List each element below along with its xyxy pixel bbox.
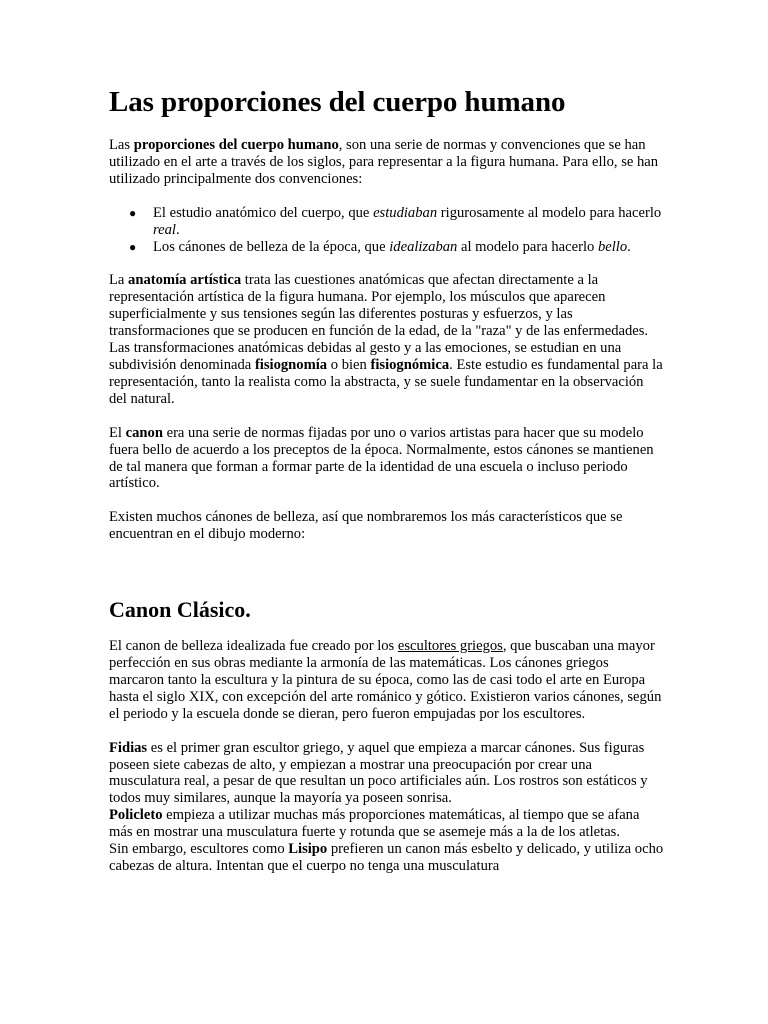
policleto-paragraph	[109, 807, 664, 841]
list-item	[129, 238, 664, 256]
clasico-paragraph	[109, 638, 664, 723]
list-item-italic: estudiaban	[373, 204, 438, 221]
anatomia-paragraph	[109, 272, 664, 407]
list-item-italic: idealizaban	[389, 238, 458, 255]
list-item-text: Los cánones de belleza de la época, que	[153, 238, 390, 255]
fidias-paragraph	[109, 740, 664, 808]
escultores-griegos-link[interactable]: escultores griegos	[397, 638, 503, 655]
intro-paragraph	[109, 137, 664, 188]
paragraph-text: Sin embargo, escultores como	[109, 841, 289, 858]
bold-term: anatomía artística	[128, 272, 242, 289]
list-item-italic: bello	[597, 238, 628, 255]
bold-term: Lisipo	[288, 841, 328, 858]
conventions-list	[109, 205, 664, 256]
paragraph-text: era una serie de normas fijadas por uno o varios artistas para hacer que su modelo fuera bello de acuerdo a los preceptos de la época. Normalmente, estos cánones se mantienen de tal manera que forman a formar parte de la identidad de una escuela o incluso periodo artístico.	[109, 424, 654, 492]
bullet-icon: ●	[129, 205, 137, 220]
paragraph-text: El	[109, 424, 126, 441]
document-page	[109, 84, 664, 875]
list-item-text: El estudio anatómico del cuerpo, que	[153, 204, 374, 221]
list-item-text: rigurosamente al modelo para hacerlo	[437, 204, 662, 221]
bullet-icon: ●	[129, 239, 137, 254]
list-item-text: .	[175, 221, 180, 238]
existen-paragraph: Existen muchos cánones de belleza, así que nombraremos los más característicos que se encuentran en el dibujo moderno:	[109, 509, 623, 543]
bold-term: Policleto	[109, 807, 163, 824]
bold-term: canon	[125, 424, 163, 441]
section-title: Canon Clásico.	[109, 597, 251, 623]
list-item-text: al modelo para hacerlo	[457, 238, 598, 255]
bold-term: fisiognomía	[254, 356, 328, 373]
paragraph-text: es el primer gran escultor griego, y aquel que empieza a marcar cánones. Sus figuras poseen siete cabezas de alto, y empiezan a mostrar una preocupación por crear una musculatura real, a pesar de que resultan un poco artificiales aún. Los rostros son estáticos y todos muy similares, aunque la mayoría ya poseen sonrisa.	[109, 739, 648, 807]
page-title: Las proporciones del cuerpo humano	[109, 86, 566, 118]
list-item-text: .	[627, 238, 631, 255]
paragraph-text: El canon de belleza idealizada fue creado por los	[109, 638, 398, 655]
paragraph-text: La	[109, 272, 129, 289]
paragraph-text: prefieren un canon más esbelto y delicado, y utiliza ocho cabezas de altura. Intentan que el cuerpo no tenga una musculatura	[109, 841, 664, 874]
bold-term: fisiognómica	[370, 356, 450, 373]
paragraph-text: . Este estudio es fundamental para la representación, tanto la realista como la abstracta, y se suele fundamentar en la observación del natural.	[109, 356, 663, 407]
lisipo-paragraph	[109, 841, 664, 875]
paragraph-text: , que buscaban una mayor perfección en sus obras mediante la armonía de las matemáticas. Los cánones griegos marcaron tanto la escultura y la pintura de su época, como las de casi todo el arte en Europa hasta el siglo XIX, con excepción del arte románico y gótico. Existieron varios cánones, según el periodo y la escuela donde se dieran, pero fueron empujadas por los escultores.	[109, 638, 662, 722]
list-item	[129, 204, 664, 239]
intro-text: Las	[109, 137, 134, 153]
bold-term: Fidias	[109, 739, 148, 756]
paragraph-text: o bien	[327, 356, 371, 373]
list-item-italic: real	[153, 221, 176, 238]
paragraph-text: trata las cuestiones anatómicas que afectan directamente a la representación artística de la figura humana. Por ejemplo, los músculos que aparecen superficialmente y sus tensiones según las diferentes posturas y esfuerzos, y las transformaciones que se producen en función de la edad, de la "raza" y de las enfermedades. Las transformaciones anatómicas debidas al gesto y a las emociones, se estudian en una subdivisión denominada	[109, 272, 649, 373]
intro-bold-term: proporciones del cuerpo humano	[133, 137, 339, 153]
canon-paragraph	[109, 425, 664, 493]
paragraph-text: empieza a utilizar muchas más proporciones matemáticas, al tiempo que se afana más en mostrar una musculatura fuerte y rotunda que se asemeje más a la de los atletas.	[109, 807, 640, 841]
intro-text: , son una serie de normas y convenciones que se han utilizado en el arte a través de los siglos, para representar a la figura humana. Para ello, se han utilizado principalmente dos convenciones:	[109, 137, 659, 187]
